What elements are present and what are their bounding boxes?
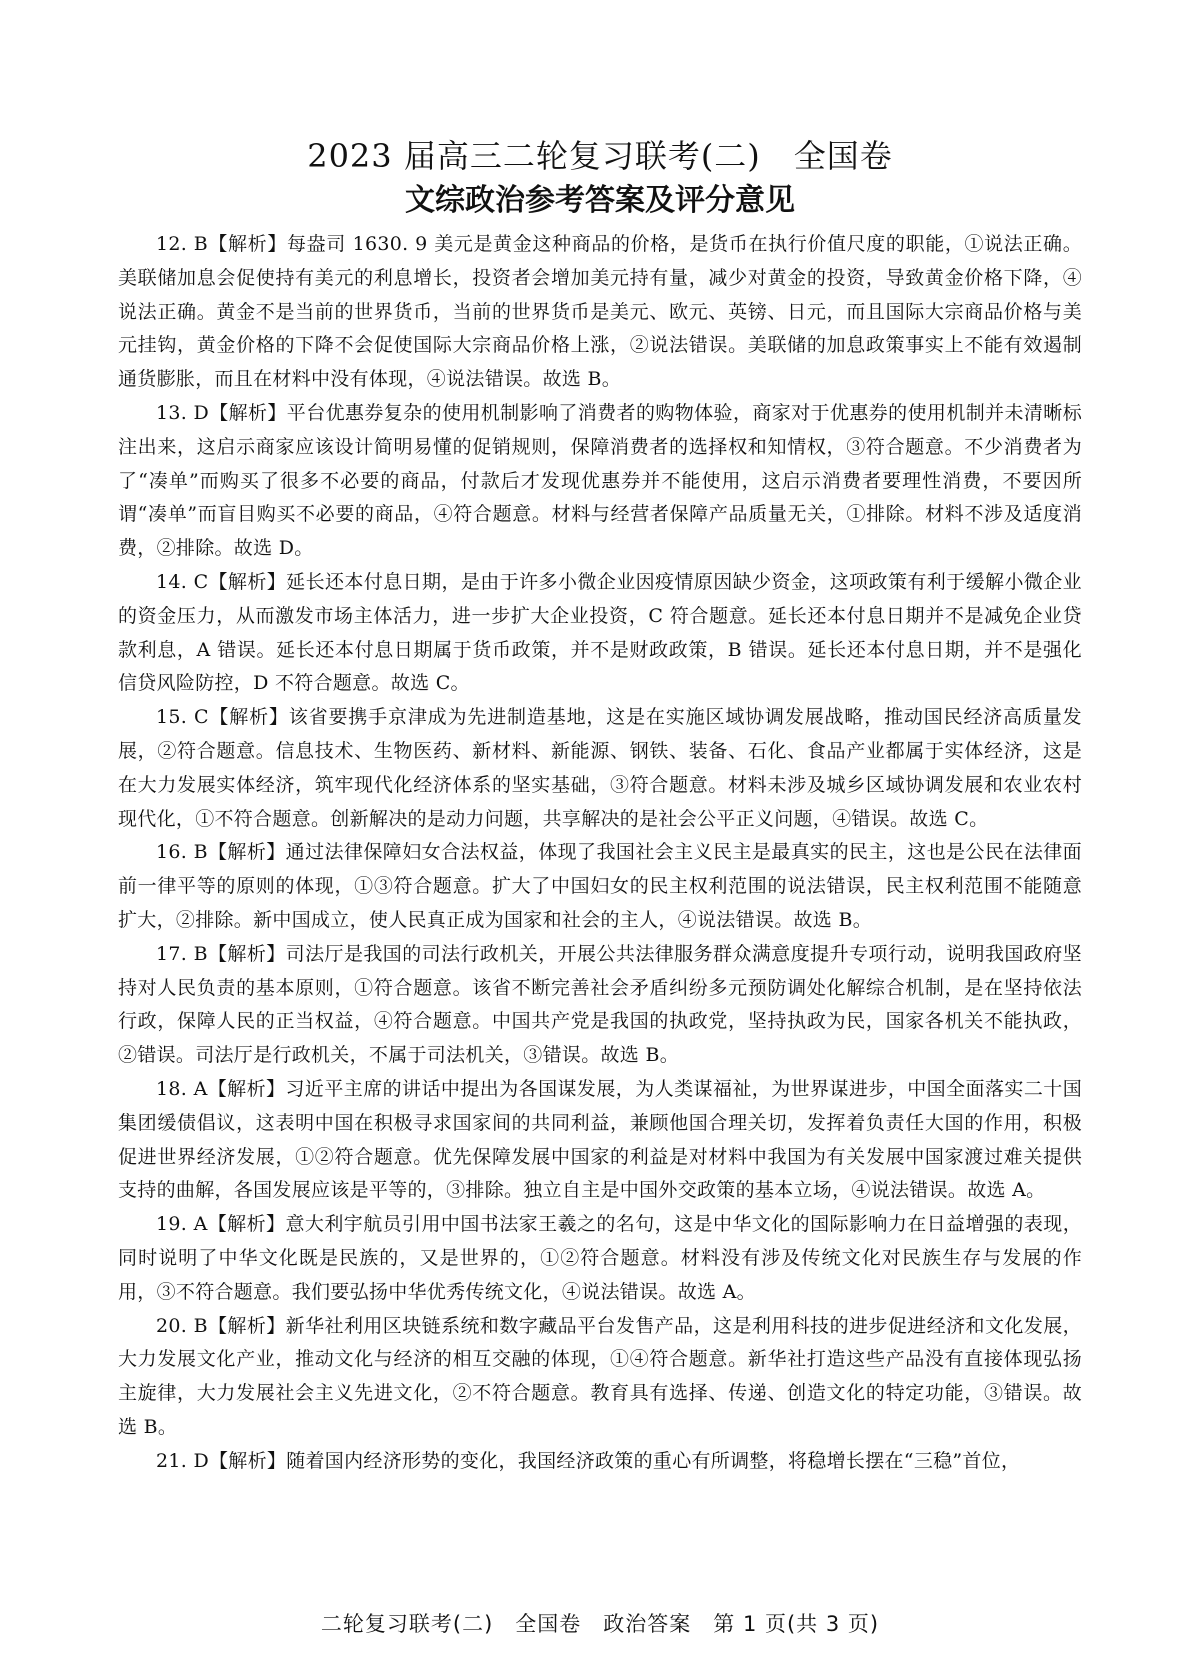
answer-number: 13. D [156, 401, 210, 424]
answer-number: 19. A [156, 1213, 208, 1236]
document-subtitle: 文综政治参考答案及评分意见 [405, 183, 795, 218]
answer-number: 12. B [156, 233, 209, 255]
analysis-tag: 【解析】 [208, 233, 287, 255]
analysis-tag: 【解析】 [207, 1077, 286, 1100]
page-footer: 二轮复习联考(二) 全国卷 政治答案 第 1 页(共 3 页) [320, 1612, 880, 1636]
answer-explanation: 延长还本付息日期，是由于许多小微企业因疫情原因缺少资金，这项政策有利于缓解小微企业的资金压力，从而激发市场主体活力，进一步扩大企业投资，C 符合题意。延长还本付息日期并不是减免企业贷款利息，A 错误。延长还本付息日期属于货币政策，并不是财政政策，B 错误。延长还本付息日期，并不是强化信贷风险防控，D 不符合题意。故选 C。 [118, 570, 1082, 695]
answer-item-13 [118, 397, 1082, 566]
answer-explanation: 该省要携手京津成为先进制造基地，这是在实施区域协调发展战略，推动国民经济高质量发展，②符合题意。信息技术、生物医药、新材料、新能源、钢铁、装备、石化、食品产业都属于实体经济，这是在大力发展实体经济，筑牢现代化经济体系的坚实基础，③符合题意。材料未涉及城乡区域协调发展和农业农村现代化，①不符合题意。创新解决的是动力问题，共享解决的是社会公平正义问题，④错误。故选 C。 [118, 706, 1082, 830]
answer-number: 20. B [156, 1314, 208, 1337]
answer-explanation: 新华社利用区块链系统和数字藏品平台发售产品，这是利用科技的进步促进经济和文化发展，大力发展文化产业，推动文化与经济的相互交融的体现，①④符合题意。新华社打造这些产品没有直接体现弘扬主旋律，大力发展社会主义先进文化，②不符合题意。教育具有选择、传递、创造文化的特定功能，③错误。故选 B。 [118, 1314, 1082, 1438]
answer-item-19 [118, 1208, 1082, 1309]
answer-number: 16. B [156, 841, 208, 864]
exam-title: 2023 届高三二轮复习联考(二) 全国卷 [307, 137, 893, 175]
answer-number: 21. D [156, 1449, 209, 1472]
analysis-tag: 【解析】 [208, 570, 287, 593]
analysis-tag: 【解析】 [207, 1314, 286, 1337]
answer-explanation: 随着国内经济形势的变化，我国经济政策的重心有所调整，将稳增长摆在“三稳”首位， [286, 1449, 1021, 1472]
answer-item-15 [118, 701, 1082, 836]
analysis-tag: 【解析】 [209, 401, 287, 424]
answer-explanation: 意大利宇航员引用中国书法家王羲之的名句，这是中华文化的国际影响力在日益增强的表现，同时说明了中华文化既是民族的，又是世界的，①②符合题意。材料没有涉及传统文化对民族生存与发展的作用，③不符合题意。我们要弘扬中华优秀传统文化，④说法错误。故选 A。 [118, 1213, 1082, 1303]
answer-explanation: 司法厅是我国的司法行政机关，开展公共法律服务群众满意度提升专项行动，说明我国政府坚持对人民负责的基本原则，①符合题意。该省不断完善社会矛盾纠纷多元预防调处化解综合机制，是在坚持依法行政，保障人民的正当权益，④符合题意。中国共产党是我国的执政党，坚持执政为民，国家各机关不能执政，②错误。司法厅是行政机关，不属于司法机关，③错误。故选 B。 [118, 942, 1082, 1067]
analysis-tag: 【解析】 [209, 1449, 287, 1472]
answer-item-16 [118, 836, 1082, 937]
answer-item-17 [118, 938, 1082, 1073]
answer-item-18 [118, 1073, 1082, 1208]
answer-number: 18. A [156, 1077, 208, 1100]
answer-number: 15. C [156, 706, 209, 729]
answer-number: 14. C [156, 570, 209, 593]
analysis-tag: 【解析】 [207, 1213, 286, 1236]
analysis-tag: 【解析】 [208, 706, 289, 729]
answer-item-14 [118, 566, 1082, 701]
answer-number: 17. B [156, 942, 208, 965]
answer-item-21 [118, 1445, 1082, 1479]
answer-explanation: 习近平主席的讲话中提出为各国谋发展，为人类谋福祉，为世界谋进步，中国全面落实二十国集团缓债倡议，这表明中国在积极寻求国家间的共同利益，兼顾他国合理关切，发挥着负责任大国的作用，积极促进世界经济发展，①②符合题意。优先保障发展中国家的利益是对材料中我国为有关发展中国家渡过难关提供支持的曲解，各国发展应该是平等的，③排除。独立自主是中国外交政策的基本立场，④说法错误。故选 A。 [118, 1077, 1082, 1202]
answer-item-20 [118, 1310, 1082, 1445]
analysis-tag: 【解析】 [207, 942, 286, 965]
answer-explanation: 通过法律保障妇女合法权益，体现了我国社会主义民主是最真实的民主，这也是公民在法律面前一律平等的原则的体现，①③符合题意。扩大了中国妇女的民主权利范围的说法错误，民主权利范围不能随意扩大，②排除。新中国成立，使人民真正成为国家和社会的主人，④说法错误。故选 B。 [118, 841, 1082, 931]
answer-explanation: 每盎司 1630. 9 美元是黄金这种商品的价格，是货币在执行价值尺度的职能，①说法正确。美联储加息会促使持有美元的利息增长，投资者会增加美元持有量，减少对黄金的投资，导致黄金价格下降，④说法正确。黄金不是当前的世界货币，当前的世界货币是美元、欧元、英镑、日元，而且国际大宗商品价格与美元挂钩，黄金价格的下降不会促使国际大宗商品价格上涨，②说法错误。美联储的加息政策事实上不能有效遏制通货膨胀，而且在材料中没有体现，④说法错误。故选 B。 [118, 233, 1082, 391]
answer-list [118, 228, 1082, 1478]
answer-explanation: 平台优惠券复杂的使用机制影响了消费者的购物体验，商家对于优惠券的使用机制并未清晰标注出来，这启示商家应该设计简明易懂的促销规则，保障消费者的选择权和知情权，③符合题意。不少消费者为了“凑单”而购买了很多不必要的商品，付款后才发现优惠券并不能使用，这启示消费者要理性消费，不要因所谓“凑单”而盲目购买不必要的商品，④符合题意。材料与经营者保障产品质量无关，①排除。材料不涉及适度消费，②排除。故选 D。 [118, 401, 1082, 560]
answer-item-12 [118, 228, 1082, 397]
analysis-tag: 【解析】 [207, 841, 286, 864]
